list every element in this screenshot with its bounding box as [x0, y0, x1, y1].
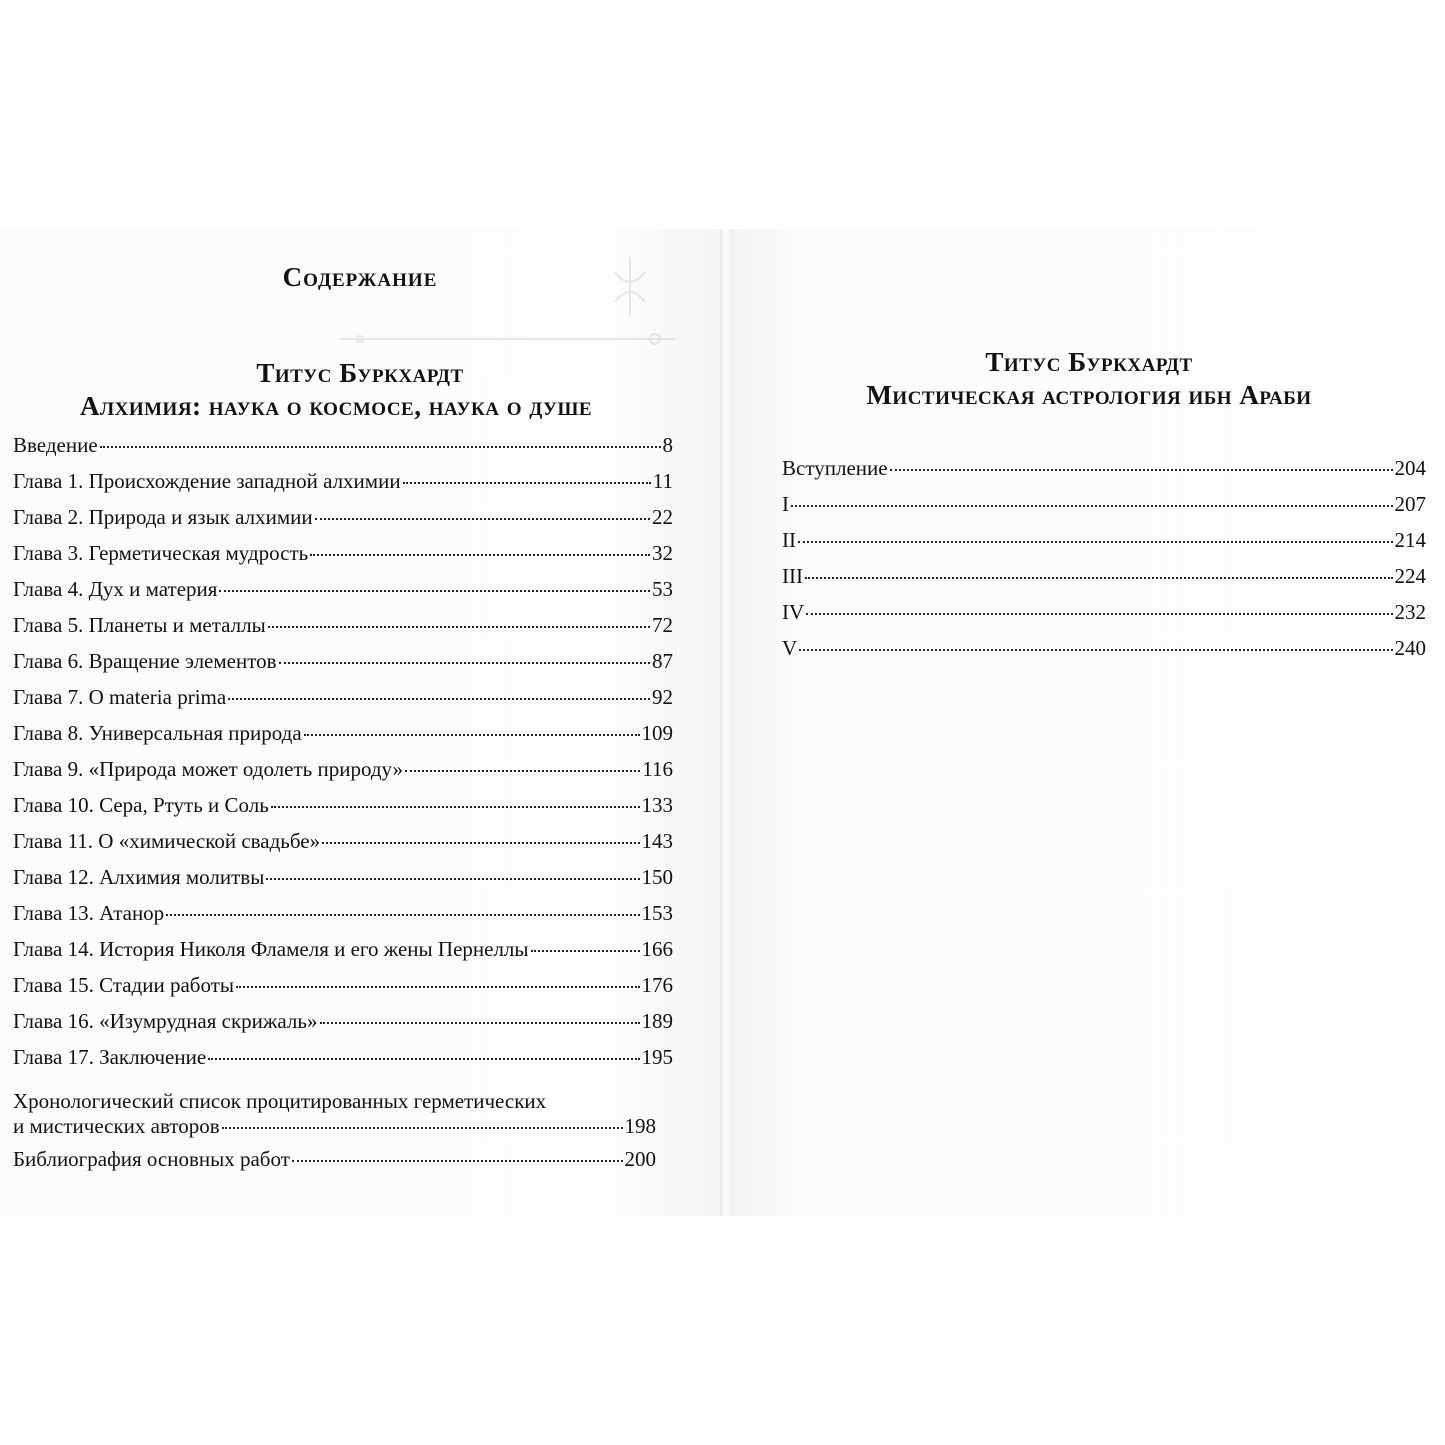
dot-leader	[271, 806, 640, 808]
toc-heading: Содержание	[282, 262, 438, 292]
toc-entry[interactable]	[13, 721, 673, 749]
toc-entry[interactable]	[13, 793, 673, 821]
toc-entry-label: Введение	[13, 433, 98, 457]
dot-leader	[799, 649, 1392, 651]
toc-entry[interactable]	[13, 1009, 673, 1037]
toc-entry-label: III	[782, 564, 803, 588]
dot-leader	[292, 1160, 623, 1162]
toc-entry[interactable]	[13, 973, 673, 1001]
dot-leader	[268, 626, 650, 628]
right-book-name: Мистическая астрология ибн Араби	[866, 380, 1312, 410]
toc-entry-label-line2: и мистических авторов	[13, 1114, 220, 1138]
dot-leader	[166, 914, 639, 916]
toc-entry-label: Глава 14. История Николя Фламеля и его жены Пернеллы	[13, 937, 529, 961]
toc-entry-label: II	[782, 528, 796, 552]
toc-entry-label: V	[782, 636, 798, 660]
toc-entry-label-line1: Хронологический список процитированных герметических	[13, 1089, 547, 1113]
left-toc-list	[13, 229, 673, 1216]
left-page	[0, 229, 720, 1216]
toc-entry[interactable]	[13, 1045, 673, 1073]
toc-entry-page: 224	[1394, 564, 1426, 588]
toc-entry-page: 116	[642, 757, 673, 781]
toc-entry[interactable]	[782, 528, 1426, 556]
toc-entry[interactable]	[13, 505, 673, 533]
toc-entry[interactable]	[782, 600, 1426, 628]
toc-entry[interactable]	[782, 564, 1426, 592]
toc-entry-label: Глава 6. Вращение элементов	[13, 649, 277, 673]
dot-leader	[322, 842, 639, 844]
dot-leader	[228, 698, 650, 700]
toc-entry-chronology[interactable]	[13, 1081, 656, 1139]
toc-entry-page: 232	[1394, 600, 1426, 624]
toc-entry-label: Глава 11. О «химической свадьбе»	[13, 829, 321, 853]
dot-leader	[320, 1022, 640, 1024]
toc-entry[interactable]	[13, 937, 673, 965]
dot-leader	[310, 554, 650, 556]
toc-entry[interactable]	[782, 492, 1426, 520]
toc-entry-page: 87	[652, 649, 673, 673]
dot-leader	[890, 469, 1393, 471]
dot-leader	[208, 1058, 639, 1060]
toc-entry-page: 92	[652, 685, 673, 709]
toc-entry-page: 150	[641, 865, 673, 889]
toc-entry-label: I	[782, 492, 789, 516]
toc-entry-page: 32	[652, 541, 673, 565]
left-book-name: Алхимия: наука о космосе, наука о душе	[79, 391, 593, 421]
toc-entry[interactable]	[13, 865, 673, 893]
toc-entry-label: Глава 17. Заключение	[13, 1045, 207, 1069]
dot-leader	[236, 986, 640, 988]
toc-entry[interactable]	[13, 613, 673, 641]
right-book-author: Титус Буркхардт	[985, 347, 1193, 377]
toc-entry-page: 8	[662, 433, 673, 457]
toc-entry[interactable]	[13, 469, 673, 497]
book-spread	[0, 229, 1445, 1216]
toc-entry[interactable]	[782, 636, 1426, 664]
toc-entry[interactable]	[13, 433, 673, 461]
toc-entry-page: 109	[641, 721, 673, 745]
toc-entry-label: Библиография основных работ	[13, 1147, 290, 1171]
toc-entry-page: 166	[641, 937, 673, 961]
toc-entry[interactable]	[13, 541, 673, 569]
dot-leader	[405, 770, 640, 772]
toc-entry-label: Глава 12. Алхимия молитвы	[13, 865, 265, 889]
dot-leader	[219, 590, 650, 592]
toc-entry-page: 198	[624, 1114, 656, 1138]
toc-entry-page: 22	[652, 505, 673, 529]
left-book-author: Титус Буркхардт	[256, 358, 464, 388]
toc-entry-page: 195	[641, 1045, 673, 1069]
toc-entry-page: 204	[1394, 456, 1426, 480]
toc-entry-label: Глава 1. Происхождение западной алхимии	[13, 469, 401, 493]
toc-entry-label: Глава 10. Сера, Ртуть и Соль	[13, 793, 269, 817]
toc-entry-page: 240	[1394, 636, 1426, 660]
toc-entry[interactable]	[13, 685, 673, 713]
dot-leader	[266, 878, 639, 880]
toc-entry-label: Глава 13. Атанор	[13, 901, 165, 925]
toc-entry-page: 72	[652, 613, 673, 637]
toc-entry[interactable]	[13, 901, 673, 929]
toc-entry[interactable]	[13, 757, 673, 785]
toc-entry-label: Глава 8. Универсальная природа	[13, 721, 302, 745]
toc-entry-label: Глава 7. О materia prima	[13, 685, 227, 709]
toc-entry-page: 143	[641, 829, 673, 853]
dot-leader	[403, 482, 651, 484]
dot-leader	[279, 662, 650, 664]
toc-entry-label: IV	[782, 600, 805, 624]
toc-entry-page: 200	[624, 1147, 656, 1171]
toc-entry-label: Глава 15. Стадии работы	[13, 973, 234, 997]
book-gutter	[720, 229, 733, 1216]
right-toc-list	[782, 229, 1426, 1216]
dot-leader	[304, 734, 640, 736]
toc-entry-label: Глава 16. «Изумрудная скрижаль»	[13, 1009, 318, 1033]
dot-leader	[805, 577, 1393, 579]
right-page	[733, 229, 1445, 1216]
dot-leader	[222, 1127, 623, 1129]
toc-entry-page: 189	[641, 1009, 673, 1033]
toc-entry[interactable]	[13, 649, 673, 677]
dot-leader	[531, 950, 640, 952]
toc-entry-page: 176	[641, 973, 673, 997]
toc-entry-page: 11	[652, 469, 673, 493]
toc-entry[interactable]	[782, 456, 1426, 484]
toc-entry[interactable]	[13, 577, 673, 605]
toc-entry-page: 133	[641, 793, 673, 817]
toc-entry-bibliography[interactable]	[13, 1147, 656, 1175]
toc-entry-page: 214	[1394, 528, 1426, 552]
dot-leader	[798, 541, 1393, 543]
toc-entry-label: Глава 4. Дух и материя	[13, 577, 218, 601]
toc-entry-label: Глава 2. Природа и язык алхимии	[13, 505, 313, 529]
toc-entry-page: 207	[1394, 492, 1426, 516]
toc-entry-label: Глава 5. Планеты и металлы	[13, 613, 266, 637]
dot-leader	[791, 505, 1393, 507]
dot-leader	[315, 518, 650, 520]
toc-entry-page: 53	[652, 577, 673, 601]
dot-leader	[100, 446, 661, 448]
toc-entry-label: Глава 3. Герметическая мудрость	[13, 541, 309, 565]
toc-entry-label: Глава 9. «Природа может одолеть природу»	[13, 757, 404, 781]
toc-entry[interactable]	[13, 829, 673, 857]
dot-leader	[806, 613, 1392, 615]
toc-entry-label: Вступление	[782, 456, 888, 480]
toc-entry-page: 153	[641, 901, 673, 925]
